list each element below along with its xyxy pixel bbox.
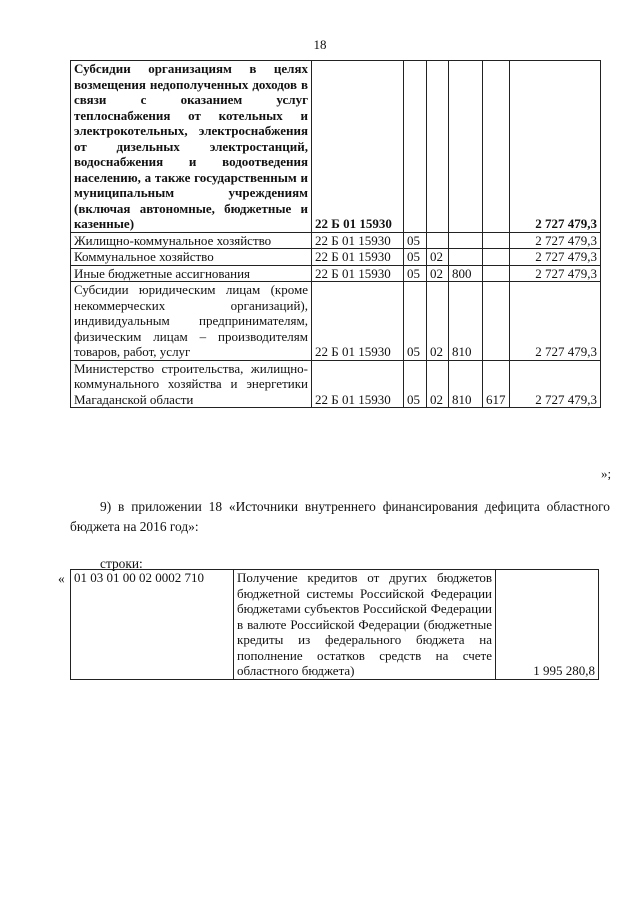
opening-quote-mark: «: [58, 571, 65, 586]
row-amount: 1 995 280,8: [496, 570, 599, 680]
row-target-article: 22 Б 01 15930: [312, 249, 404, 266]
financing-sources-table: [70, 569, 599, 680]
row-subsection: 02: [427, 360, 449, 408]
row-section: 05: [404, 232, 427, 249]
row-sum: 2 727 479,3: [510, 360, 601, 408]
row-expense-type: [449, 232, 483, 249]
lines-label: строки:: [100, 556, 143, 571]
table-row: [71, 360, 601, 408]
row-target-article: 22 Б 01 15930: [312, 61, 404, 233]
row-target-article: 22 Б 01 15930: [312, 232, 404, 249]
row-sum: 2 727 479,3: [510, 232, 601, 249]
row-section: 05: [404, 282, 427, 361]
row-subsection: [427, 232, 449, 249]
table-row: [71, 570, 599, 680]
row-admin-code: [483, 232, 510, 249]
amendment-paragraph: 9) в приложении 18 «Источники внутреннего финансирования дефицита областного бюджета на 2016 год»:: [70, 499, 610, 534]
row-admin-code: [483, 282, 510, 361]
row-code: 01 03 01 00 02 0002 710: [71, 570, 234, 680]
row-admin-code: 617: [483, 360, 510, 408]
row-sum: 2 727 479,3: [510, 61, 601, 233]
closing-quote-mark: »;: [601, 466, 612, 481]
row-target-article: 22 Б 01 15930: [312, 282, 404, 361]
row-target-article: 22 Б 01 15930: [312, 360, 404, 408]
expenditure-table: [70, 60, 601, 408]
row-name: Субсидии организациям в целях возмещения недополученных доходов в связи с оказанием услуг теплоснабжения от котельных и электрокотельных, электроснабжения от дизельных электростанций, водоснабжения и водоотведения населению, а также государственным и муниципальным учреждениям (включая автономные, бюджетные и казенные): [71, 61, 312, 233]
row-sum: 2 727 479,3: [510, 282, 601, 361]
row-admin-code: [483, 61, 510, 233]
row-target-article: 22 Б 01 15930: [312, 265, 404, 282]
row-section: [404, 61, 427, 233]
row-name: Министерство строительства, жилищно-коммунального хозяйства и энергетики Магаданской области: [71, 360, 312, 408]
row-subsection: 02: [427, 282, 449, 361]
row-name: Иные бюджетные ассигнования: [71, 265, 312, 282]
page-number: 18: [313, 37, 327, 52]
row-admin-code: [483, 249, 510, 266]
row-expense-type: 810: [449, 282, 483, 361]
row-section: 05: [404, 249, 427, 266]
row-name: Субсидии юридическим лицам (кроме некоммерческих организаций), индивидуальным предпринимателям, физическим лицам – производителям товаров, работ, услуг: [71, 282, 312, 361]
row-subsection: [427, 61, 449, 233]
row-expense-type: [449, 249, 483, 266]
row-section: 05: [404, 360, 427, 408]
table-row: [71, 282, 601, 361]
row-description: Получение кредитов от других бюджетов бюджетной системы Российской Федерации бюджетами субъектов Российской Федерации в валюте Российской Федерации (бюджетные кредиты из федерального бюджета на пополнение остатков средств на счете областного бюджета): [234, 570, 496, 680]
table-row: [71, 249, 601, 266]
row-sum: 2 727 479,3: [510, 265, 601, 282]
row-name: Жилищно-коммунальное хозяйство: [71, 232, 312, 249]
row-sum: 2 727 479,3: [510, 249, 601, 266]
row-expense-type: 800: [449, 265, 483, 282]
row-admin-code: [483, 265, 510, 282]
table-row: [71, 61, 601, 233]
table-row: [71, 265, 601, 282]
row-section: 05: [404, 265, 427, 282]
row-subsection: 02: [427, 265, 449, 282]
row-subsection: 02: [427, 249, 449, 266]
row-expense-type: 810: [449, 360, 483, 408]
row-expense-type: [449, 61, 483, 233]
table-row: [71, 232, 601, 249]
row-name: Коммунальное хозяйство: [71, 249, 312, 266]
